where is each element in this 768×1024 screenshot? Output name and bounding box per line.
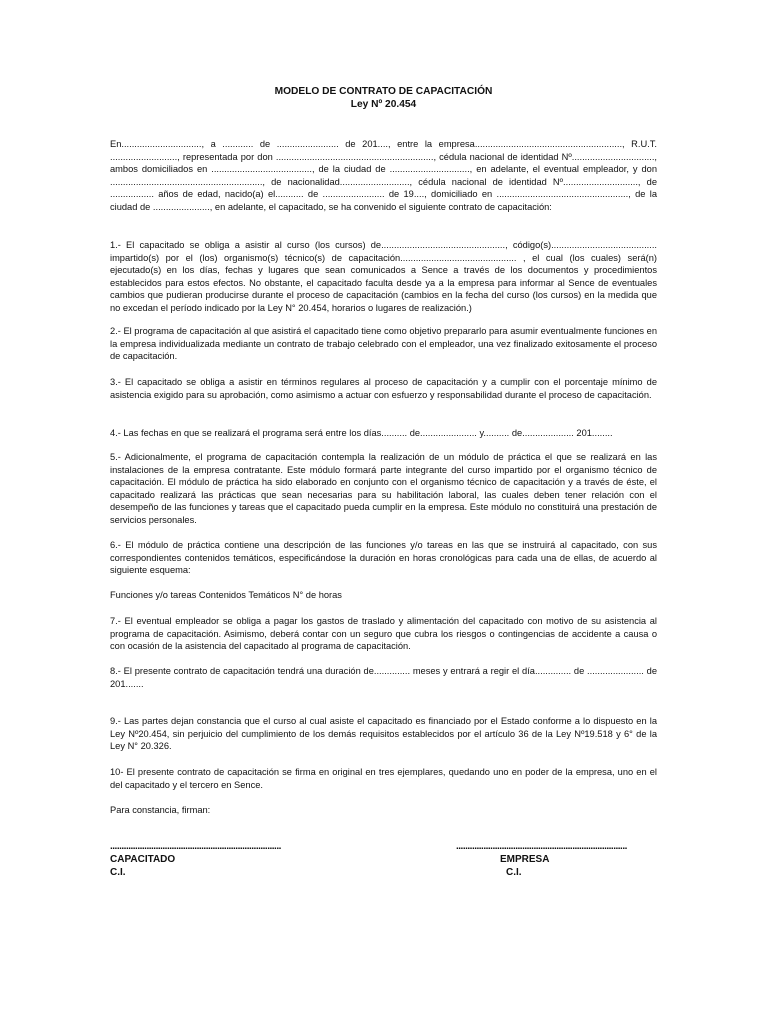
signature-label-empresa: EMPRESA [500,854,550,865]
document-header [110,86,657,111]
signature-line-capacitado: ........................................................................... [110,841,281,852]
clause-9: 9.- Las partes dejan constancia que el curso al cual asiste el capacitado es financiado por el Estado conforme a lo dispuesto en la Ley Nº20.454, sin perjuicio del cumplimiento de los demás requisitos establecidos por el artículo 36 de la Ley Nº19.518 y 6° de la Ley N° 20.326. [110,716,657,752]
signature-id-empresa: C.I. [506,867,522,878]
clause-5: 5.- Adicionalmente, el programa de capacitación contempla la realización de un módulo de práctica el que se realizará en las instalaciones de la empresa contratante. Este módulo formará parte integrante del curso impartido por el organismo técnico de capacitación. El módulo de práctica ha sido elaborado en conjunto con el organismo técnico de capacitación y a través de éste, el capacitado realizará las prácticas que sean necesarias para su habilitación laboral, las cuales deben tener relación con el desempeño de las funciones y tareas que el capacitado pueda cumplir en la empresa. Este módulo no constituirá una prestación de servicios personales. [110,452,657,525]
clause-4: 4.- Las fechas en que se realizará el programa será entre los días.......... de...................... y.......... de.................... 201........ [110,428,613,438]
closing-line: Para constancia, firman: [110,805,211,815]
clause-10: 10- El presente contrato de capacitación se firma en original en tres ejemplares, quedando uno en poder de la empresa, uno en el del capacitado y el tercero en Sence. [110,767,657,790]
document-title: MODELO DE CONTRATO DE CAPACITACIÓN [274,86,493,97]
schema-table-header: Funciones y/o tareas Contenidos Temáticos N° de horas [110,590,342,600]
clause-7: 7.- El eventual empleador se obliga a pagar los gastos de traslado y alimentación del capacitado con motivo de su asistencia al programa de capacitación. Asimismo, deberá contar con un seguro que cubra los riesgos o contingencias de accidente a causa o con ocasión de la asistencia del capacitado al programa de capacitación. [110,616,657,652]
clause-3: 3.- El capacitado se obliga a asistir en términos regulares al proceso de capacitación y a cumplir con el porcentaje mínimo de asistencia exigido para su aprobación, como asimismo a actuar con esfuerzo y responsabilidad durante el proceso de capacitación. [110,377,657,400]
clause-2: 2.- El programa de capacitación al que asistirá el capacitado tiene como objetivo prepararlo para asumir eventualmente funciones en la empresa individualizada mediante un contrato de trabajo celebrado con el empleador, una vez finalizado exitosamente el proceso de capacitación. [110,326,657,362]
clause-8: 8.- El presente contrato de capacitación tendrá una duración de.............. meses y entrará a regir el día.............. de ...................... de 201....... [110,666,657,689]
signature-id-capacitado: C.I. [110,867,126,878]
clause-6: 6.- El módulo de práctica contiene una descripción de las funciones y/o tareas en las que se instruirá al capacitado, con sus correspondientes contenidos temáticos, especificándose la duración en horas cronológicas para cada una de ellas, de acuerdo al siguiente esquema: [110,540,657,576]
document-subtitle: Ley Nº 20.454 [350,98,417,110]
signature-label-capacitado: CAPACITADO [110,854,176,865]
clause-1: 1.- El capacitado se obliga a asistir al curso (los cursos) de................................................, código(s)......................................... impartido(s) por el (los) organismo(s) técnico(s) de capacitación............................................. , el cual (los cuales) será(n) ejecutado(s) en los días, fechas y lugares que sean comunicados a Sence a través de los documentos y procedimientos establecidos para estos efectos. No obstante, el capacitado faculta desde ya a la empresa para informar al Sence de eventuales cambios que pudieran producirse durante el proceso de capacitación (cambios en la fecha del curso (los cursos) en la medida que no excedan el período indicado por la Ley N° 20.454, horarios o lugares de realización.) [110,240,657,313]
intro-paragraph: En..............................., a ............ de ........................ de 201...., entre la empresa........................................................., R.U.T. .........................., representada por don ............................................................., cédula nacional de identidad Nº................................, ambos domiciliados en ......................................., de la ciudad de ..............................., en adelante, el eventual empleador, y don ..........................................................., de nacionalidad..........................., cédula nacional de identidad Nº............................., de ................. años de edad, nacido(a) el........... de ........................ de 19...., domiciliado en ..................................................., de la ciudad de ......................, en adelante, el capacitado, se ha convenido el siguiente contrato de capacitación: [110,139,657,212]
signature-line-empresa: ........................................................................... [456,841,627,852]
